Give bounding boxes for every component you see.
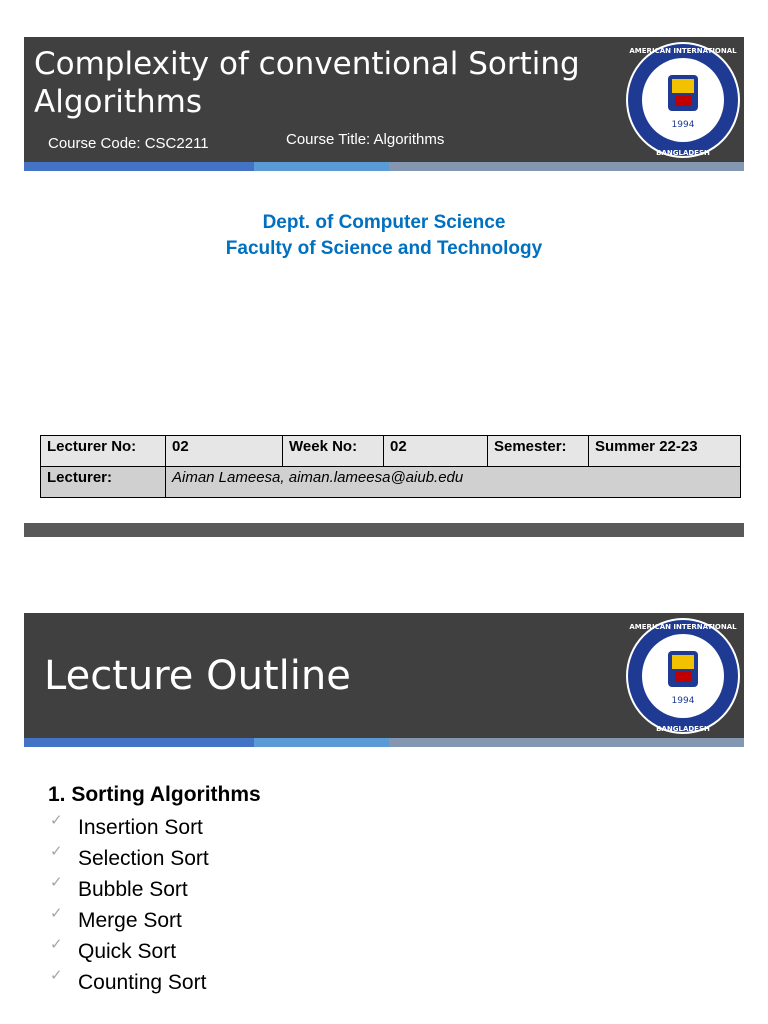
section-heading: 1. Sorting Algorithms bbox=[48, 783, 261, 806]
title-banner bbox=[24, 37, 744, 163]
checkmark-icon: ✓ bbox=[50, 905, 63, 922]
outline-stripe bbox=[24, 738, 744, 747]
list-item: ✓ Insertion Sort bbox=[48, 812, 261, 843]
table-row bbox=[41, 467, 741, 498]
university-logo bbox=[624, 615, 742, 737]
lecturer-no-value: 02 bbox=[166, 436, 283, 467]
lecturer-label: Lecturer: bbox=[41, 467, 166, 498]
course-code: Course Code: CSC2211 bbox=[48, 135, 209, 152]
table-row bbox=[41, 436, 741, 467]
week-no-value: 02 bbox=[384, 436, 488, 467]
checkmark-icon: ✓ bbox=[50, 967, 63, 984]
title-stripe bbox=[24, 162, 744, 171]
svg-text:AMERICAN INTERNATIONAL: AMERICAN INTERNATIONAL bbox=[629, 47, 737, 55]
svg-text:1994: 1994 bbox=[671, 120, 695, 130]
week-no-label: Week No: bbox=[283, 436, 384, 467]
svg-text:BANGLADESH: BANGLADESH bbox=[656, 725, 710, 733]
semester-label: Semester: bbox=[488, 436, 589, 467]
outline-list bbox=[48, 781, 261, 998]
svg-text:1994: 1994 bbox=[671, 696, 695, 706]
slide-title: Complexity of conventional Sorting Algorithms bbox=[34, 46, 580, 120]
svg-text:AMERICAN INTERNATIONAL: AMERICAN INTERNATIONAL bbox=[629, 623, 737, 631]
outline-title: Lecture Outline bbox=[44, 653, 351, 699]
outline-banner bbox=[24, 613, 744, 739]
dept-name: Dept. of Computer Science bbox=[262, 212, 506, 233]
list-item: ✓ Bubble Sort bbox=[48, 874, 261, 905]
checkmark-icon: ✓ bbox=[50, 936, 63, 953]
list-item: ✓ Merge Sort bbox=[48, 905, 261, 936]
checkmark-icon: ✓ bbox=[50, 874, 63, 891]
svg-text:BANGLADESH: BANGLADESH bbox=[656, 149, 710, 157]
university-logo bbox=[624, 39, 742, 161]
list-item: ✓ Counting Sort bbox=[48, 967, 261, 998]
lecture-info-table bbox=[40, 435, 741, 498]
list-item: ✓ Quick Sort bbox=[48, 936, 261, 967]
lecturer-value: Aiman Lameesa, aiman.lameesa@aiub.edu bbox=[166, 467, 741, 498]
course-title: Course Title: Algorithms bbox=[286, 131, 445, 148]
slide-divider bbox=[24, 523, 744, 537]
list-item: ✓ Selection Sort bbox=[48, 843, 261, 874]
semester-value: Summer 22-23 bbox=[589, 436, 741, 467]
lecturer-no-label: Lecturer No: bbox=[41, 436, 166, 467]
checkmark-icon: ✓ bbox=[50, 812, 63, 829]
faculty-name: Faculty of Science and Technology bbox=[225, 238, 543, 259]
checkmark-icon: ✓ bbox=[50, 843, 63, 860]
